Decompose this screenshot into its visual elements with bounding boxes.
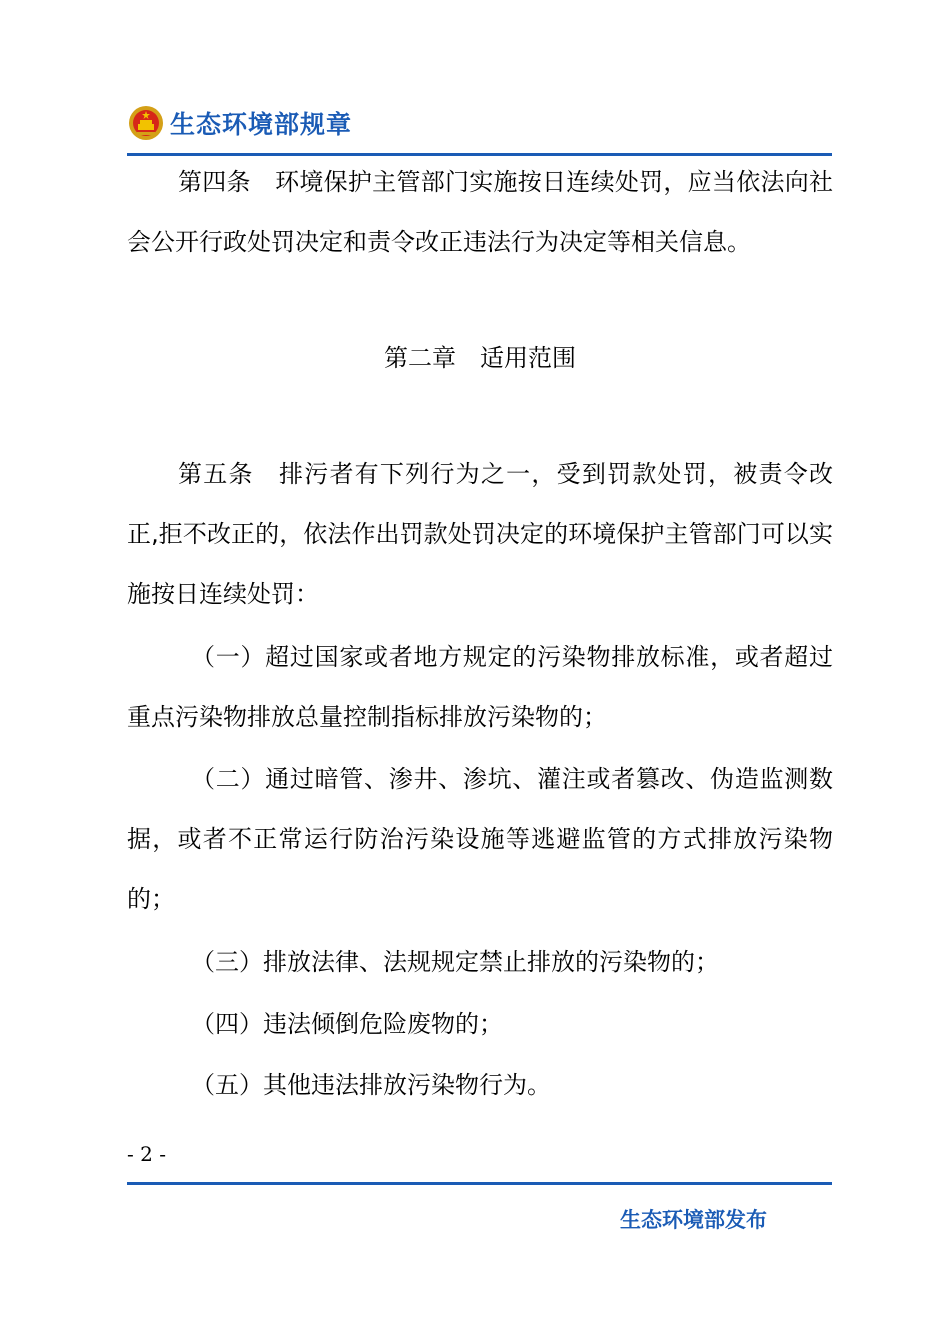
document-header — [128, 101, 352, 145]
list-item-5: （五）其他违法排放污染物行为。 — [191, 1071, 551, 1099]
list-item-4: （四）违法倾倒危险废物的； — [191, 1010, 503, 1038]
publisher-label: 生态环境部发布 — [620, 1208, 767, 1232]
list-item-2: （二）通过暗管、渗井、渗坑、灌注或者篡改、伪造监测数据，或者不正常运行防治污染设施等逃避监管的方式排放污染物的； — [127, 765, 833, 913]
list-item-3: （三）排放法律、法规规定禁止排放的污染物的； — [191, 948, 719, 976]
list-item-1: （一）超过国家或者地方规定的污染物排放标准，或者超过重点污染物排放总量控制指标排放污染物的； — [127, 643, 833, 731]
article-4: 第四条 环境保护主管部门实施按日连续处罚，应当依法向社会公开行政处罚决定和责令改正违法行为决定等相关信息。 — [127, 168, 833, 256]
national-emblem-icon — [128, 105, 164, 141]
header-title: 生态环境部规章 — [170, 110, 353, 139]
footer-divider — [127, 1182, 832, 1185]
chapter-title: 第二章 适用范围 — [384, 344, 576, 372]
article-5-intro: 第五条 排污者有下列行为之一，受到罚款处罚，被责令改正,拒不改正的，依法作出罚款处罚决定的环境保护主管部门可以实施按日连续处罚： — [127, 460, 833, 608]
page-number: - 2 - — [127, 1142, 166, 1166]
